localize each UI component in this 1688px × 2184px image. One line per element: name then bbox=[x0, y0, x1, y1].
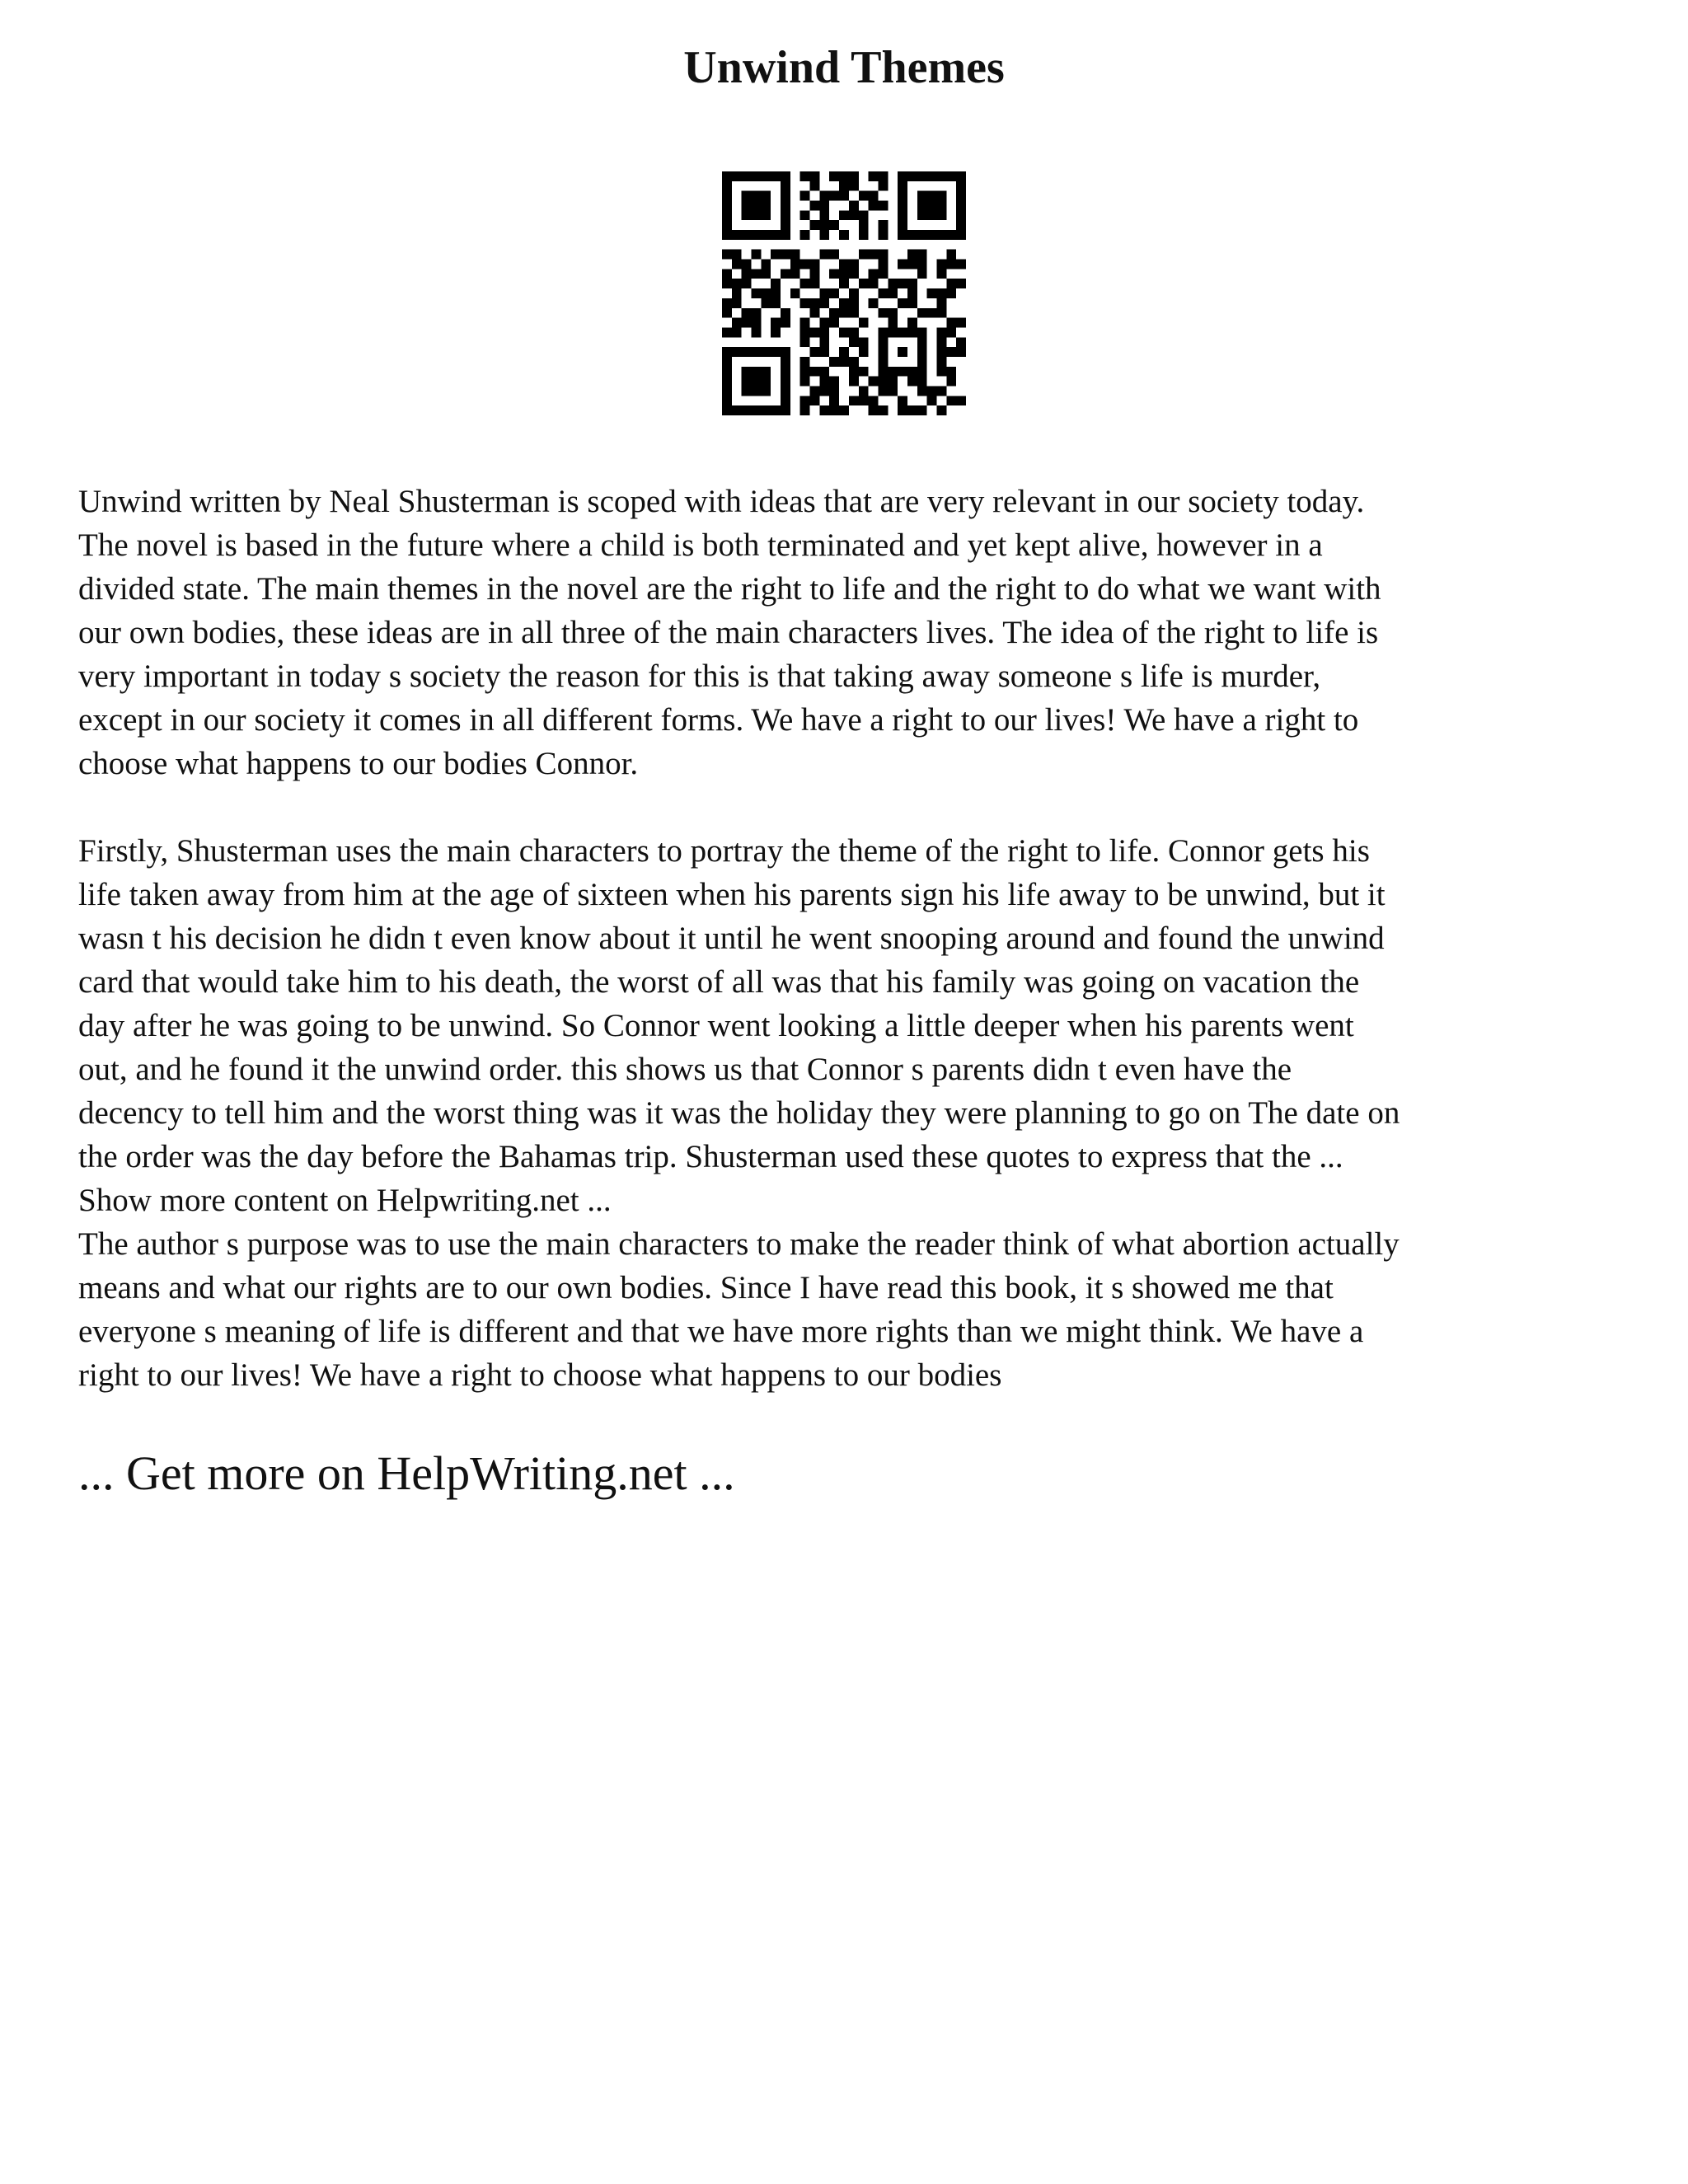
get-more-link[interactable]: ... Get more on HelpWriting.net ... bbox=[78, 1446, 735, 1500]
page-title: Unwind Themes bbox=[683, 42, 1005, 93]
paragraph-spacer bbox=[78, 785, 1628, 829]
paragraph-firstly: Firstly, Shusterman uses the main characters to portray the theme of the right to life. Connor gets his life taken away from him at the age of sixteen when his parents sign his life away to be unwind, but it wasn t his decision he didn t even know about it until he went snooping around and found the unwind card that would take him to his death, the worst of all was that his family was going on vacation the day after he was going to be unwind. So Connor went looking a little deeper when his parents went out, and he found it the unwind order. this shows us that Connor s parents didn t even have the decency to tell him and the worst thing was it was the holiday they were planning to go on The date on the order was the day before the Bahamas trip. Shusterman used these quotes to express that the ... Show more content on Helpwriting.net ... bbox=[78, 833, 1400, 1218]
qr-code-icon bbox=[722, 171, 966, 415]
paragraph-intro: Unwind written by Neal Shusterman is scoped with ideas that are very relevant in our society today. The novel is based in the future where a child is both terminated and yet kept alive, however in a divided state. The main themes in the novel are the right to life and the right to do what we want with our own bodies, these ideas are in all three of the main characters lives. The idea of the right to life is very important in today s society the reason for this is that taking away someone s life is murder, except in our society it comes in all different forms. We have a right to our lives! We have a right to choose what happens to our bodies Connor. bbox=[78, 484, 1381, 781]
paragraph-author-purpose: The author s purpose was to use the main characters to make the reader think of what abortion actually means and what our rights are to our own bodies. Since I have read this book, it s showed me that everyone s meaning of life is different and that we have more rights than we might think. We have a right to our lives! We have a right to choose what happens to our bodies bbox=[78, 1226, 1400, 1393]
article-body bbox=[78, 480, 1628, 1397]
qr-code-image bbox=[722, 171, 966, 415]
